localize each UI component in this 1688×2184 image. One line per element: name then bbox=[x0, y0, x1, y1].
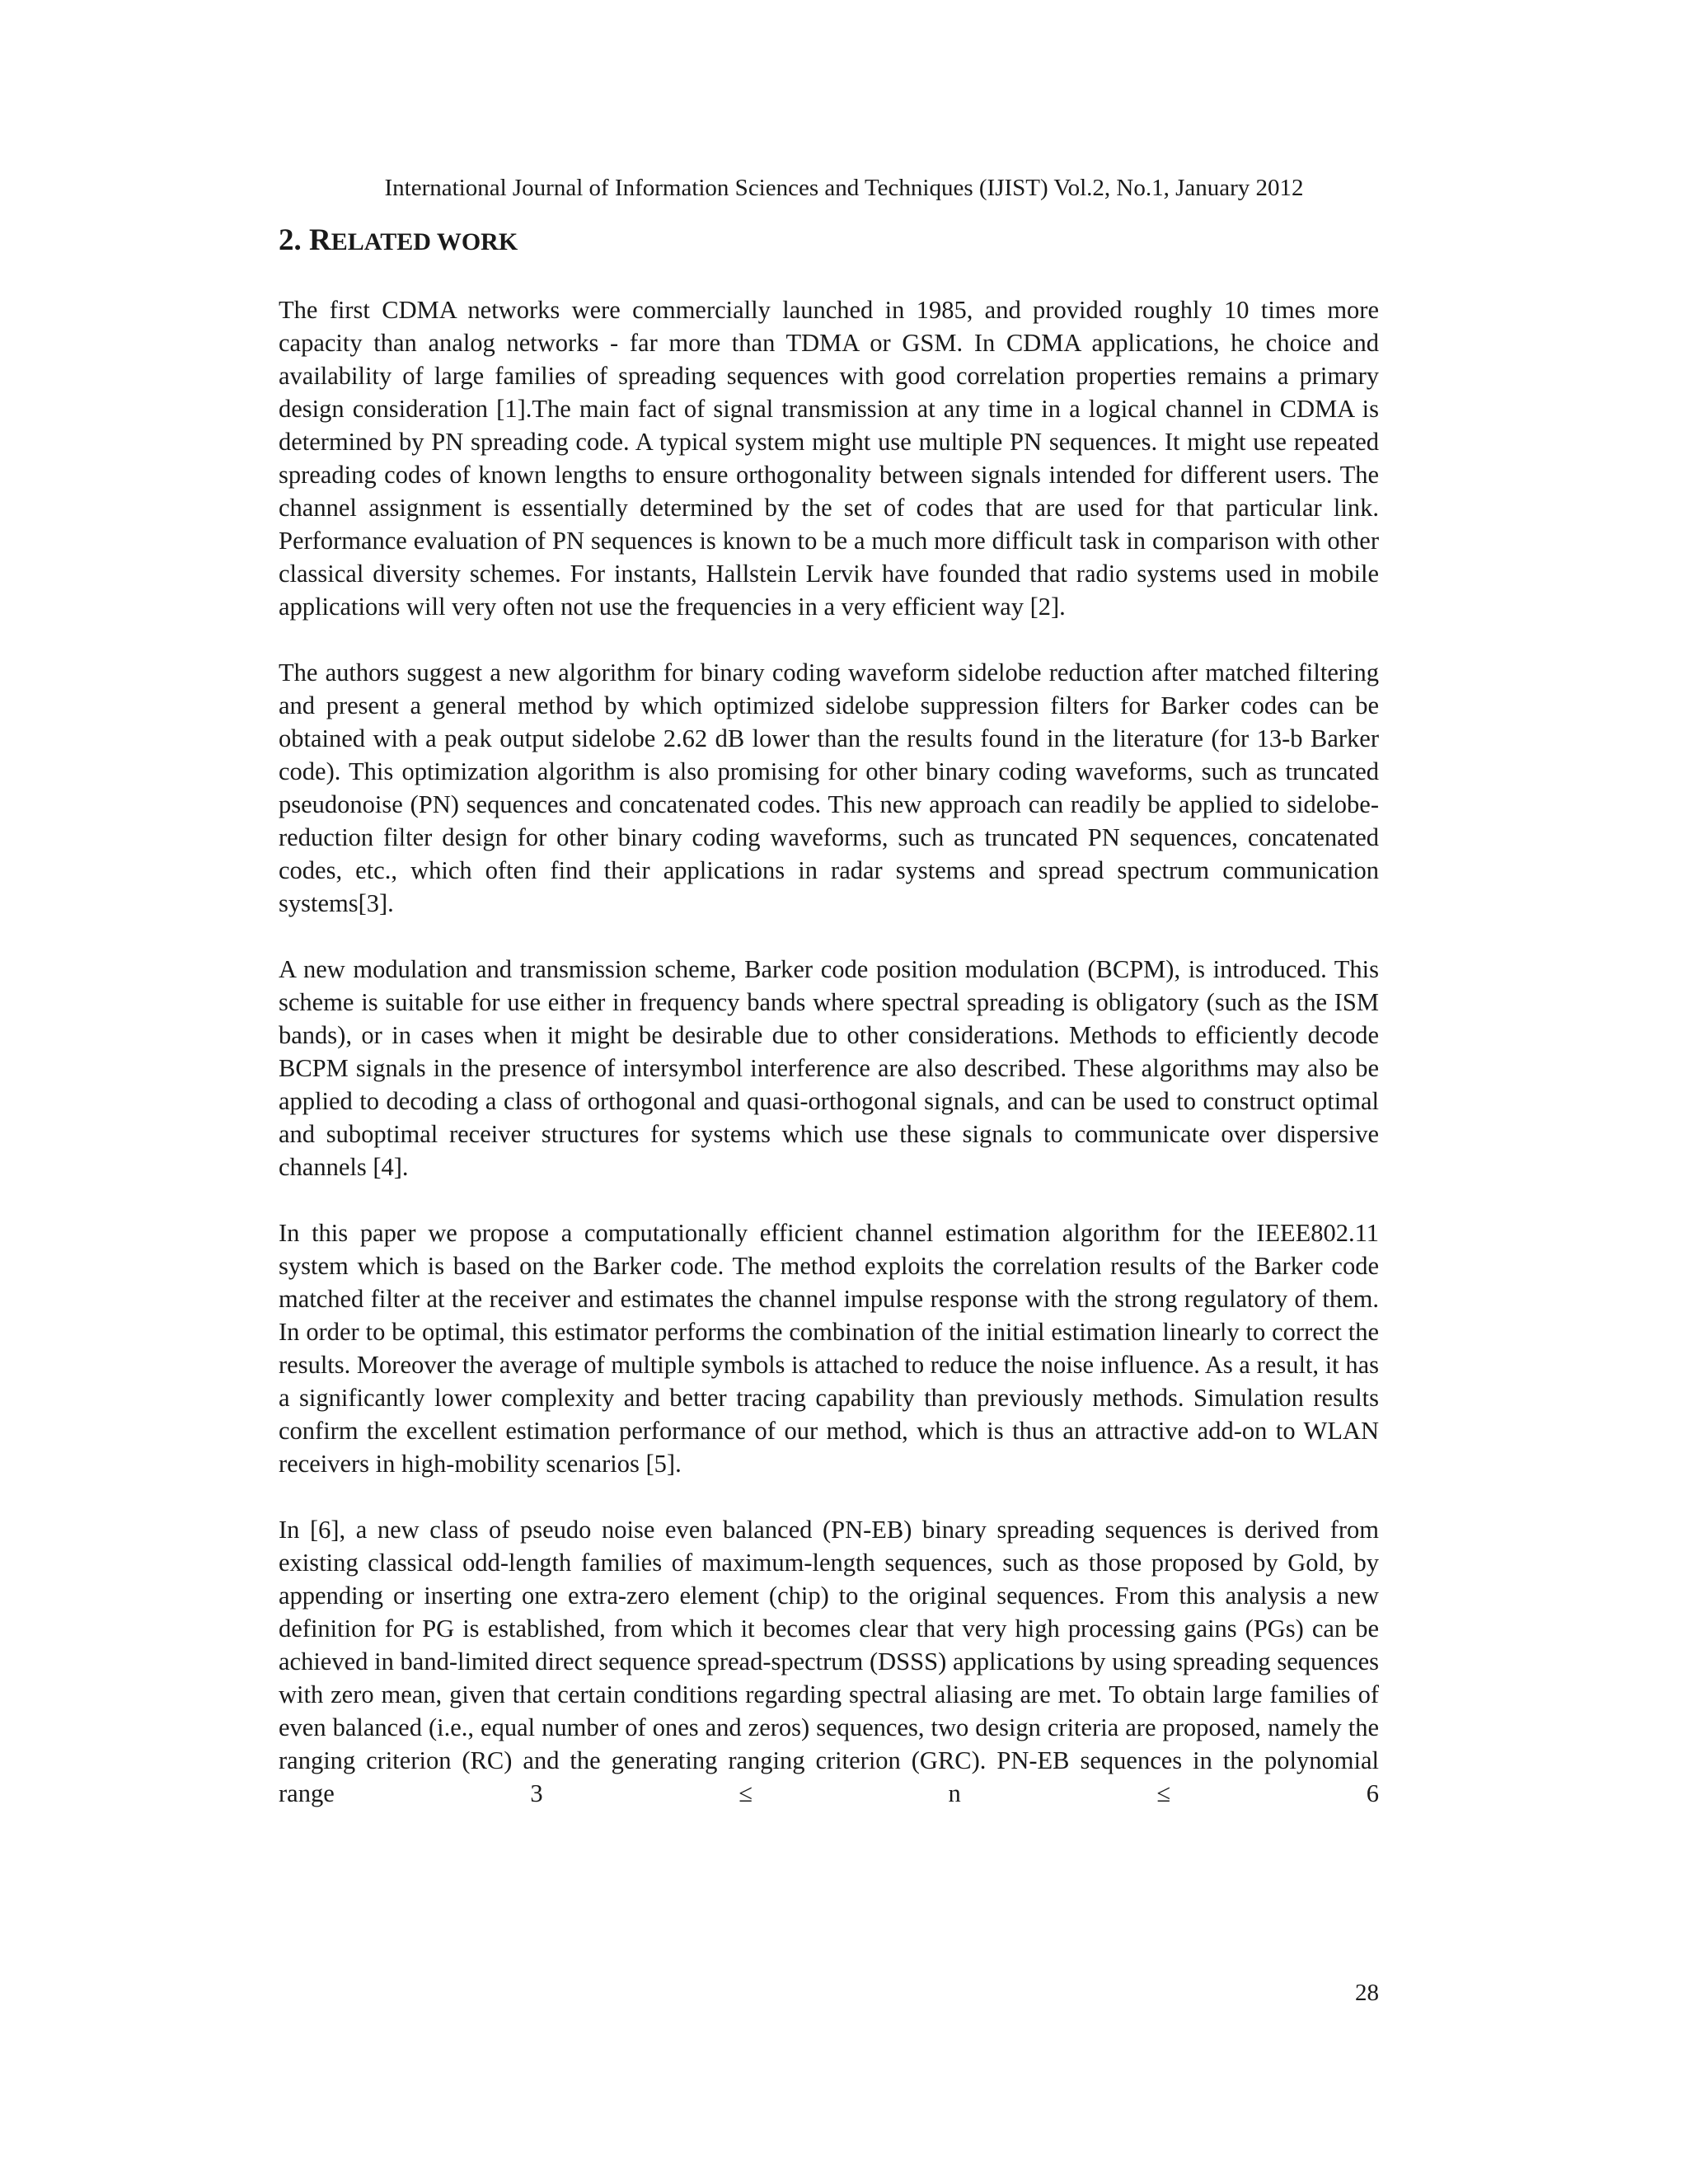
body-text bbox=[279, 293, 1379, 1843]
page-number: 28 bbox=[1355, 1980, 1379, 2006]
paragraph-5: In [6], a new class of pseudo noise even balanced (PN-EB) binary spreading sequences is derived from existing classical odd-length families of maximum-length sequences, such as those proposed by Gold, by appending or inserting one extra-zero element (chip) to the original sequences. From this analysis a new definition for PG is established, from which it becomes clear that very high processing gains (PGs) can be achieved in band-limited direct sequence spread-spectrum (DSSS) applications by using spreading sequences with zero mean, given that certain conditions regarding spectral aliasing are met. To obtain large families of even balanced (i.e., equal number of ones and zeros) sequences, two design criteria are proposed, namely the ranging criterion (RC) and the generating ranging criterion (GRC). PN-EB sequences in the polynomial range 3 ≤ n ≤ 6 bbox=[279, 1516, 1379, 1807]
running-header: International Journal of Information Sciences and Techniques (IJIST) Vol.2, No.1, January 2012 bbox=[384, 175, 1304, 201]
section-title-rest: ELATED WORK bbox=[331, 228, 518, 255]
section-number: 2. bbox=[279, 223, 302, 257]
section-title-initial: R bbox=[309, 223, 331, 257]
paragraph-1: The first CDMA networks were commercially launched in 1985, and provided roughly 10 times more capacity than analog networks - far more than TDMA or GSM. In CDMA applications, he choice and availability of large families of spreading sequences with good correlation properties remains a primary design consideration [1].The main fact of signal transmission at any time in a logical channel in CDMA is determined by PN spreading code. A typical system might use multiple PN sequences. It might use repeated spreading codes of known lengths to ensure orthogonality between signals intended for different users. The channel assignment is essentially determined by the set of codes that are used for that particular link. Performance evaluation of PN sequences is known to be a much more difficult task in comparison with other classical diversity schemes. For instants, Hallstein Lervik have founded that radio systems used in mobile applications will very often not use the frequencies in a very efficient way [2]. bbox=[279, 296, 1379, 621]
section-title bbox=[279, 223, 518, 260]
paragraph-4: In this paper we propose a computationally efficient channel estimation algorithm for the IEEE802.11 system which is based on the Barker code. The method exploits the correlation results of the Barker code matched filter at the receiver and estimates the channel impulse response with the strong regulatory of them. In order to be optimal, this estimator performs the combination of the initial estimation linearly to correct the results. Moreover the average of multiple symbols is attached to reduce the noise influence. As a result, it has a significantly lower complexity and better tracing capability than previously methods. Simulation results confirm the excellent estimation performance of our method, which is thus an attractive add-on to WLAN receivers in high-mobility scenarios [5]. bbox=[279, 1219, 1379, 1478]
paragraph-3: A new modulation and transmission scheme, Barker code position modulation (BCPM), is introduced. This scheme is suitable for use either in frequency bands where spectral spreading is obligatory (such as the ISM bands), or in cases when it might be desirable due to other considerations. Methods to efficiently decode BCPM signals in the presence of intersymbol interference are also described. These algorithms may also be applied to decoding a class of orthogonal and quasi-orthogonal signals, and can be used to construct optimal and suboptimal receiver structures for systems which use these signals to communicate over dispersive channels [4]. bbox=[279, 955, 1379, 1181]
paragraph-2: The authors suggest a new algorithm for binary coding waveform sidelobe reduction after matched filtering and present a general method by which optimized sidelobe suppression filters for Barker codes can be obtained with a peak output sidelobe 2.62 dB lower than the results found in the literature (for 13-b Barker code). This optimization algorithm is also promising for other binary coding waveforms, such as truncated pseudonoise (PN) sequences and concatenated codes. This new approach can readily be applied to sidelobe-reduction filter design for other binary coding waveforms, such as truncated PN sequences, concatenated codes, etc., which often find their applications in radar systems and spread spectrum communication systems[3]. bbox=[279, 658, 1379, 917]
